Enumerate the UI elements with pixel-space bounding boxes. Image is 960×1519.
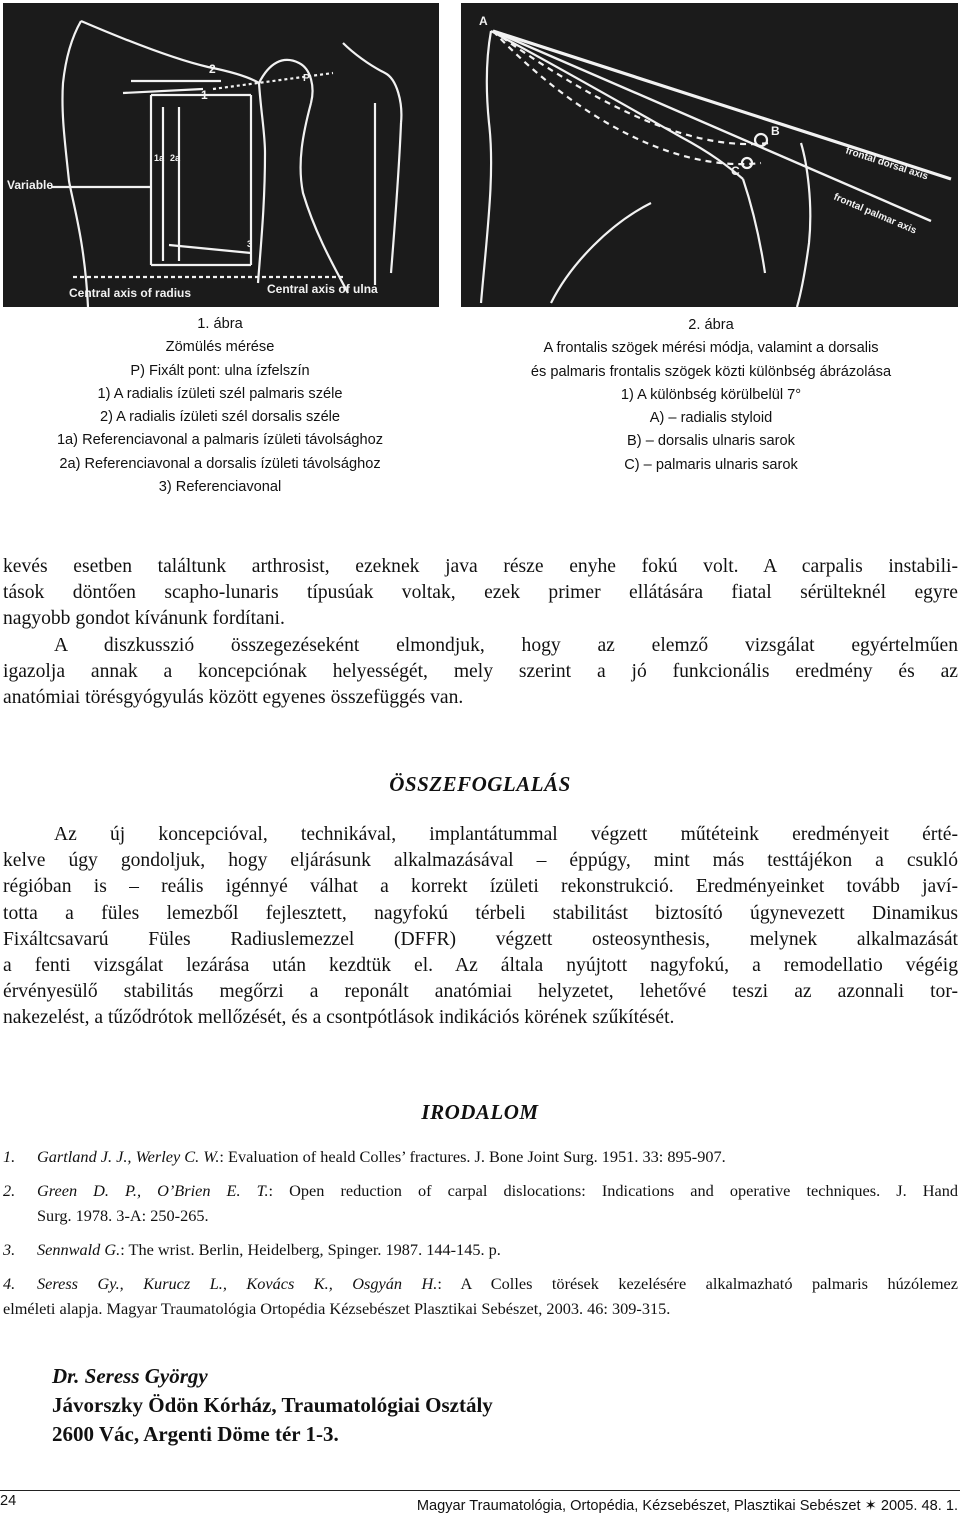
reference-number: 3. <box>3 1240 16 1259</box>
reference-item <box>3 1237 958 1262</box>
reference-authors: Seress Gy., Kurucz L., Kovács K., Osgyán H. <box>37 1274 438 1293</box>
fig1-label-2a: 2a <box>170 153 181 163</box>
reference-text: : The wrist. Berlin, Heidelberg, Spinger. 1987. 144-145. p. <box>120 1240 501 1259</box>
paragraph-line: nakezelést, a tűződrótok mellőzését, és a csontpótlások indikációs körének szűkítését. <box>3 1007 675 1029</box>
author-address: 2600 Vác, Argenti Döme tér 1-3. <box>52 1422 339 1446</box>
caption-line: 2. ábra <box>688 317 734 333</box>
fig1-label-variable: Variable <box>7 178 54 192</box>
caption-line: 1. ábra <box>197 316 243 332</box>
paragraph-line: régióban is – reális igénnyé válhat a korrekt ízületi rekonstrukció. Eredményeinket tovább javí- <box>3 876 958 898</box>
paragraph-line: Az új koncepcióval, technikával, implantátummal végzett műtéteink eredményeit érté- <box>54 824 958 845</box>
figure-1-caption <box>0 313 440 499</box>
figure-2-caption <box>462 314 960 477</box>
author-institution: Jávorszky Ödön Kórház, Traumatológiai Osztály <box>52 1393 493 1417</box>
reference-authors: Gartland J. J., Werley C. W. <box>37 1147 220 1166</box>
fig2-label-palmar-axis: frontal palmar axis <box>831 191 918 237</box>
fig2-label-c: C <box>731 164 740 178</box>
figure-1-drawing <box>3 3 439 307</box>
fig1-label-axis-radius: Central axis of radius <box>69 286 192 300</box>
heading-references: IRODALOM <box>421 1100 539 1124</box>
body-text-discussion <box>3 554 958 711</box>
caption-line: 1) A radialis ízületi szél palmaris széle <box>97 385 343 402</box>
figure-2-image <box>461 3 958 307</box>
caption-line: C) – palmaris ulnaris sarok <box>624 456 798 473</box>
figure-1-image <box>3 3 439 307</box>
author-block <box>52 1362 493 1449</box>
caption-line: 2) A radialis ízületi szél dorsalis széle <box>99 409 341 426</box>
page-number: 24 <box>0 1493 17 1509</box>
fig1-label-3: 3 <box>247 239 253 249</box>
figure-2-drawing <box>461 3 958 307</box>
caption-line: P) Fixált pont: ulna ízfelszín <box>130 362 310 379</box>
caption-line: A frontalis szögek mérési módja, valamint a dorsalis <box>543 340 879 357</box>
fig2-label-b: B <box>771 124 780 138</box>
paragraph-line: A diszkusszió összegezéseként elmondjuk, hogy az elemző vizsgálat egyértelműen <box>54 634 958 656</box>
journal-name: Magyar Traumatológia, Ortopédia, Kézsebészet, Plasztikai Sebészet <box>416 1498 861 1514</box>
reference-item <box>3 1271 958 1321</box>
reference-number: 1. <box>3 1147 16 1166</box>
author-name: Dr. Seress György <box>52 1364 208 1388</box>
body-text-summary <box>3 822 958 1032</box>
paragraph-line: érvényesülő stabilitás megőrzi a reponált anatómiai helyzetet, lehetővé teszi az azonnali tor- <box>3 981 958 1003</box>
reference-text: : Evaluation of heald Colles’ fractures. J. Bone Joint Surg. 1951. 33: 895-907. <box>219 1147 726 1166</box>
caption-line: 2a) Referenciavonal a dorsalis ízületi távolsághoz <box>59 455 381 472</box>
reference-item <box>3 1144 958 1169</box>
fig1-label-1a: 1a <box>154 153 165 163</box>
fig2-label-a: A <box>479 14 488 28</box>
journal-footer <box>417 1497 958 1514</box>
caption-line: és palmaris frontalis szögek közti különbség ábrázolása <box>530 363 892 380</box>
reference-number: 2. <box>3 1181 16 1200</box>
star-icon: ✶ <box>864 1498 877 1514</box>
reference-authors: Sennwald G. <box>37 1240 121 1259</box>
reference-text: : Open reduction of carpal dislocations: Indications and operative techniques. J. Hand <box>268 1181 958 1200</box>
journal-issue: 2005. 48. 1. <box>880 1498 958 1514</box>
caption-line: B) – dorsalis ulnaris sarok <box>627 433 795 450</box>
heading-summary: ÖSSZEFOGLALÁS <box>389 772 571 796</box>
paragraph-line: tások döntően scapho-lunaris típusúak voltak, ezek primer ellátására fiatal sérülteknél egyre <box>3 582 958 604</box>
paragraph-line: igazolja annak a koncepciónak helyességét, mely szerint a jó funkcionális eredmény és az <box>3 660 958 682</box>
paragraph-line: kevés esetben találtunk arthrosist, ezeknek java része enyhe fokú volt. A carpalis instabili- <box>3 556 958 577</box>
reference-item <box>3 1178 958 1228</box>
paragraph-line: Fixáltcsavarú Füles Radiuslemezzel (DFFR) végzett osteosynthesis, melynek alkalmazását <box>3 928 958 950</box>
reference-authors: Green D. P., O’Brien E. T. <box>37 1181 269 1200</box>
reference-list <box>3 1144 958 1330</box>
fig2-label-dorsal-axis: frontal dorsal axis <box>844 145 930 183</box>
fig1-label-2: 2 <box>209 62 216 76</box>
reference-text: : A Colles törések kezelésére alkalmazható palmaris húzólemez <box>437 1274 959 1293</box>
caption-line: 1a) Referenciavonal a palmaris ízületi távolsághoz <box>56 432 384 449</box>
reference-text-cont: elméleti alapja. Magyar Traumatológia Ortopédia Kézsebészet Plasztikai Sebészet, 2003. 46: 309-315. <box>3 1299 671 1318</box>
footer-rule <box>0 1490 960 1491</box>
caption-line: Zömülés mérése <box>165 339 275 356</box>
paragraph-line: totta a füles lemezből fejlesztett, nagyfokú térbeli stabilitást biztosító úgynevezett Dinamikus <box>3 902 958 924</box>
paragraph-line: a fenti vizsgálat lezárása után kezdtük el. Az általa nyújtott nagyfokú, a remodellatio végéig <box>3 955 958 977</box>
fig1-label-axis-ulna: Central axis of ulna <box>267 282 378 296</box>
reference-text-cont: Surg. 1978. 3-A: 250-265. <box>37 1206 209 1225</box>
reference-number: 4. <box>3 1274 16 1293</box>
fig1-label-p: P <box>303 73 310 84</box>
caption-line: 1) A különbség körülbelül 7° <box>620 386 802 403</box>
paragraph-line: nagyobb gondot kívánunk fordítani. <box>3 608 285 630</box>
caption-line: A) – radialis styloid <box>649 410 773 427</box>
paragraph-line: kelve úgy gondoljuk, hogy eljárásunk alkalmazásával – éppúgy, mint más testtájékon a csukló <box>3 850 958 872</box>
caption-line: 3) Referenciavonal <box>158 479 282 496</box>
paragraph-line: anatómiai törésgyógyulás között egyenes összefüggés van. <box>3 687 464 709</box>
fig1-label-1: 1 <box>201 88 208 102</box>
